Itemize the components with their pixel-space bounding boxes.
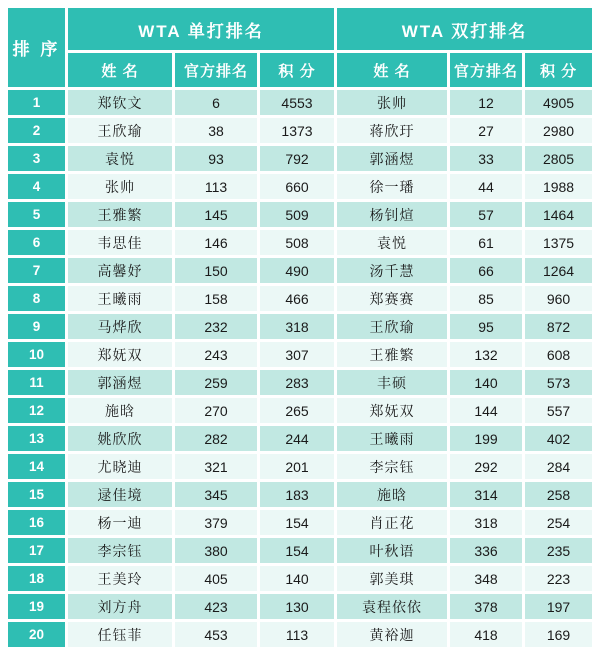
doubles-name-cell: 施晗	[337, 482, 447, 507]
column-header-doubles-points: 积 分	[525, 53, 592, 87]
doubles-points-cell: 608	[525, 342, 592, 367]
doubles-ranking-cell: 348	[450, 566, 522, 591]
doubles-ranking-cell: 132	[450, 342, 522, 367]
table-row	[8, 174, 592, 199]
doubles-ranking-cell: 44	[450, 174, 522, 199]
rank-order-cell: 5	[8, 202, 65, 227]
rank-order-cell: 6	[8, 230, 65, 255]
singles-points-cell: 318	[260, 314, 334, 339]
rank-order-cell: 20	[8, 622, 65, 647]
doubles-ranking-cell: 144	[450, 398, 522, 423]
rank-order-cell: 1	[8, 90, 65, 115]
doubles-points-cell: 235	[525, 538, 592, 563]
singles-ranking-cell: 146	[175, 230, 257, 255]
singles-ranking-cell: 270	[175, 398, 257, 423]
doubles-ranking-cell: 318	[450, 510, 522, 535]
doubles-name-cell: 张帅	[337, 90, 447, 115]
table-row	[8, 594, 592, 619]
table-row	[8, 482, 592, 507]
singles-points-cell: 509	[260, 202, 334, 227]
singles-name-cell: 袁悦	[68, 146, 172, 171]
doubles-ranking-cell: 61	[450, 230, 522, 255]
doubles-name-cell: 郭涵煜	[337, 146, 447, 171]
singles-points-cell: 490	[260, 258, 334, 283]
doubles-points-cell: 223	[525, 566, 592, 591]
doubles-points-cell: 1988	[525, 174, 592, 199]
doubles-ranking-cell: 418	[450, 622, 522, 647]
doubles-name-cell: 袁悦	[337, 230, 447, 255]
table-row	[8, 538, 592, 563]
rank-order-cell: 18	[8, 566, 65, 591]
column-header-doubles-name: 姓 名	[337, 53, 447, 87]
table-row	[8, 454, 592, 479]
singles-name-cell: 王欣瑜	[68, 118, 172, 143]
singles-ranking-cell: 282	[175, 426, 257, 451]
doubles-name-cell: 肖正花	[337, 510, 447, 535]
column-header-singles-ranking: 官方排名	[175, 53, 257, 87]
table-row	[8, 230, 592, 255]
singles-name-cell: 杨一迪	[68, 510, 172, 535]
doubles-points-cell: 1464	[525, 202, 592, 227]
doubles-points-cell: 872	[525, 314, 592, 339]
rank-order-cell: 4	[8, 174, 65, 199]
rank-order-cell: 3	[8, 146, 65, 171]
singles-name-cell: 郑妩双	[68, 342, 172, 367]
doubles-name-cell: 袁程依依	[337, 594, 447, 619]
singles-ranking-cell: 150	[175, 258, 257, 283]
doubles-points-cell: 557	[525, 398, 592, 423]
singles-ranking-cell: 232	[175, 314, 257, 339]
table-row	[8, 370, 592, 395]
doubles-points-cell: 402	[525, 426, 592, 451]
doubles-name-cell: 李宗钰	[337, 454, 447, 479]
singles-name-cell: 施晗	[68, 398, 172, 423]
doubles-points-cell: 169	[525, 622, 592, 647]
doubles-name-cell: 王曦雨	[337, 426, 447, 451]
rank-order-cell: 2	[8, 118, 65, 143]
singles-points-cell: 113	[260, 622, 334, 647]
singles-points-cell: 466	[260, 286, 334, 311]
doubles-ranking-cell: 199	[450, 426, 522, 451]
singles-ranking-cell: 405	[175, 566, 257, 591]
singles-name-cell: 张帅	[68, 174, 172, 199]
doubles-name-cell: 徐一璠	[337, 174, 447, 199]
singles-points-cell: 201	[260, 454, 334, 479]
doubles-name-cell: 王欣瑜	[337, 314, 447, 339]
doubles-ranking-cell: 314	[450, 482, 522, 507]
singles-ranking-cell: 113	[175, 174, 257, 199]
singles-points-cell: 4553	[260, 90, 334, 115]
rank-order-cell: 17	[8, 538, 65, 563]
singles-ranking-cell: 453	[175, 622, 257, 647]
doubles-ranking-cell: 140	[450, 370, 522, 395]
doubles-ranking-cell: 85	[450, 286, 522, 311]
table-row	[8, 342, 592, 367]
table-row	[8, 286, 592, 311]
doubles-ranking-cell: 27	[450, 118, 522, 143]
doubles-name-cell: 叶秋语	[337, 538, 447, 563]
singles-points-cell: 1373	[260, 118, 334, 143]
singles-points-cell: 792	[260, 146, 334, 171]
doubles-ranking-cell: 336	[450, 538, 522, 563]
singles-ranking-cell: 38	[175, 118, 257, 143]
singles-ranking-cell: 321	[175, 454, 257, 479]
doubles-points-cell: 258	[525, 482, 592, 507]
doubles-points-cell: 197	[525, 594, 592, 619]
singles-name-cell: 王曦雨	[68, 286, 172, 311]
table-row	[8, 566, 592, 591]
table-row	[8, 510, 592, 535]
singles-ranking-cell: 93	[175, 146, 257, 171]
singles-points-cell: 130	[260, 594, 334, 619]
singles-name-cell: 高馨妤	[68, 258, 172, 283]
table-body	[8, 90, 592, 647]
singles-ranking-cell: 158	[175, 286, 257, 311]
doubles-name-cell: 汤千慧	[337, 258, 447, 283]
singles-name-cell: 任钰菲	[68, 622, 172, 647]
singles-name-cell: 王雅繁	[68, 202, 172, 227]
table-row	[8, 398, 592, 423]
singles-name-cell: 逯佳境	[68, 482, 172, 507]
table-row	[8, 146, 592, 171]
doubles-ranking-cell: 292	[450, 454, 522, 479]
group-header-doubles: WTA 双打排名	[337, 8, 592, 50]
rank-order-cell: 9	[8, 314, 65, 339]
singles-points-cell: 307	[260, 342, 334, 367]
doubles-ranking-cell: 66	[450, 258, 522, 283]
singles-name-cell: 姚欣欣	[68, 426, 172, 451]
singles-name-cell: 李宗钰	[68, 538, 172, 563]
singles-ranking-cell: 423	[175, 594, 257, 619]
singles-points-cell: 183	[260, 482, 334, 507]
singles-points-cell: 140	[260, 566, 334, 591]
rank-order-cell: 14	[8, 454, 65, 479]
rank-order-cell: 19	[8, 594, 65, 619]
singles-points-cell: 244	[260, 426, 334, 451]
wta-rankings-table	[5, 5, 595, 650]
doubles-ranking-cell: 33	[450, 146, 522, 171]
doubles-points-cell: 2805	[525, 146, 592, 171]
doubles-name-cell: 黄裕迦	[337, 622, 447, 647]
doubles-name-cell: 郭美琪	[337, 566, 447, 591]
doubles-ranking-cell: 12	[450, 90, 522, 115]
doubles-ranking-cell: 95	[450, 314, 522, 339]
column-header-singles-name: 姓 名	[68, 53, 172, 87]
singles-name-cell: 郭涵煜	[68, 370, 172, 395]
doubles-points-cell: 4905	[525, 90, 592, 115]
rank-order-cell: 15	[8, 482, 65, 507]
table-row	[8, 202, 592, 227]
singles-name-cell: 马烨欣	[68, 314, 172, 339]
rank-order-cell: 7	[8, 258, 65, 283]
doubles-ranking-cell: 378	[450, 594, 522, 619]
column-header-doubles-ranking: 官方排名	[450, 53, 522, 87]
singles-points-cell: 154	[260, 510, 334, 535]
rank-order-cell: 16	[8, 510, 65, 535]
singles-ranking-cell: 380	[175, 538, 257, 563]
singles-points-cell: 508	[260, 230, 334, 255]
rank-order-cell: 12	[8, 398, 65, 423]
table-row	[8, 314, 592, 339]
doubles-points-cell: 1375	[525, 230, 592, 255]
singles-ranking-cell: 345	[175, 482, 257, 507]
singles-ranking-cell: 6	[175, 90, 257, 115]
singles-name-cell: 刘方舟	[68, 594, 172, 619]
column-header-row	[8, 53, 592, 87]
corner-header-rank-order: 排 序	[8, 8, 65, 87]
table-row	[8, 258, 592, 283]
table-row	[8, 90, 592, 115]
singles-name-cell: 郑钦文	[68, 90, 172, 115]
table-row	[8, 622, 592, 647]
singles-ranking-cell: 379	[175, 510, 257, 535]
singles-ranking-cell: 145	[175, 202, 257, 227]
doubles-points-cell: 573	[525, 370, 592, 395]
singles-points-cell: 265	[260, 398, 334, 423]
rank-order-cell: 10	[8, 342, 65, 367]
singles-name-cell: 韦思佳	[68, 230, 172, 255]
table-header	[8, 8, 592, 87]
table-row	[8, 118, 592, 143]
singles-points-cell: 154	[260, 538, 334, 563]
rank-order-cell: 13	[8, 426, 65, 451]
group-header-singles: WTA 单打排名	[68, 8, 334, 50]
singles-ranking-cell: 259	[175, 370, 257, 395]
doubles-name-cell: 王雅繁	[337, 342, 447, 367]
singles-points-cell: 283	[260, 370, 334, 395]
singles-name-cell: 尤晓迪	[68, 454, 172, 479]
rank-order-cell: 11	[8, 370, 65, 395]
doubles-name-cell: 郑赛赛	[337, 286, 447, 311]
doubles-points-cell: 2980	[525, 118, 592, 143]
doubles-ranking-cell: 57	[450, 202, 522, 227]
column-header-singles-points: 积 分	[260, 53, 334, 87]
table-row	[8, 426, 592, 451]
doubles-name-cell: 郑妩双	[337, 398, 447, 423]
singles-name-cell: 王美玲	[68, 566, 172, 591]
doubles-name-cell: 蒋欣玗	[337, 118, 447, 143]
rank-order-cell: 8	[8, 286, 65, 311]
doubles-points-cell: 1264	[525, 258, 592, 283]
doubles-points-cell: 284	[525, 454, 592, 479]
group-header-row	[8, 8, 592, 50]
doubles-name-cell: 丰硕	[337, 370, 447, 395]
singles-ranking-cell: 243	[175, 342, 257, 367]
doubles-points-cell: 254	[525, 510, 592, 535]
doubles-name-cell: 杨钊煊	[337, 202, 447, 227]
doubles-points-cell: 960	[525, 286, 592, 311]
singles-points-cell: 660	[260, 174, 334, 199]
